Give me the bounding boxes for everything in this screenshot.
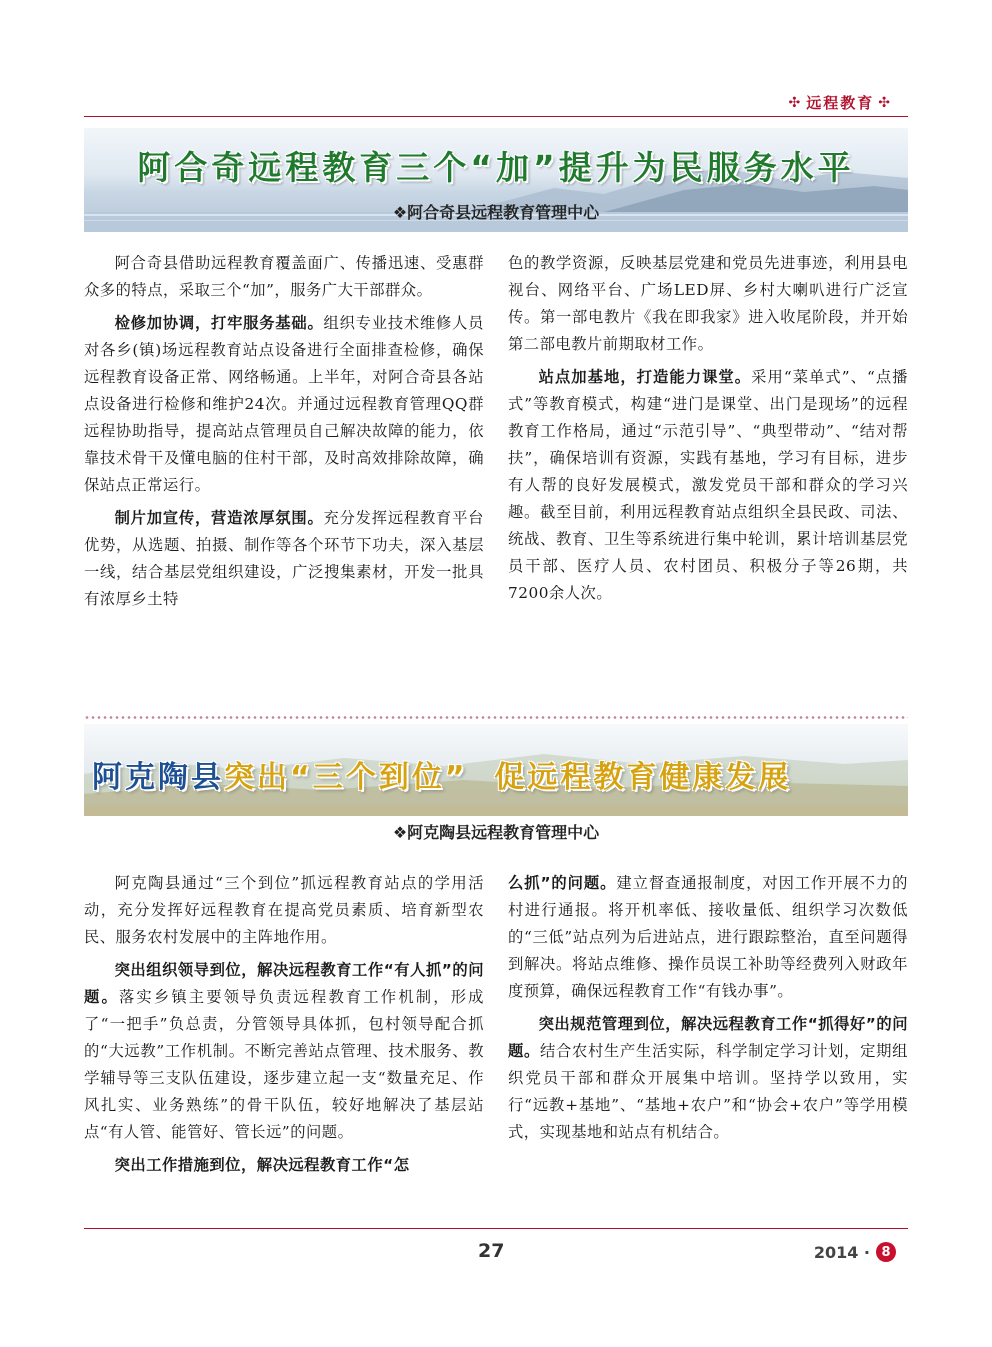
- section-tag: [789, 92, 892, 113]
- article1-byline: ❖阿合奇县远程教育管理中心: [392, 203, 600, 222]
- issue-number-badge: 8: [876, 1242, 896, 1262]
- article2-col1: [84, 870, 484, 1185]
- ornament-icon: ✣: [788, 94, 803, 111]
- paragraph: 突出工作措施到位，解决远程教育工作“怎: [114, 1156, 410, 1174]
- paragraph: 阿合奇县借助远程教育覆盖面广、传播迅速、受惠群众多的特点，采取三个“加”，服务广大干部群众。: [84, 254, 484, 299]
- article2-title-main: 突出“三个到位” 促远程教育健康发展: [224, 760, 792, 795]
- footer-rule: [84, 1228, 908, 1229]
- dotted-divider: [84, 716, 908, 719]
- issue-year: 2014 ·: [813, 1242, 870, 1262]
- paragraph: 检修加协调，打牢服务基础。组织专业技术维修人员对各乡(镇)场远程教育站点设备进行全面排查检修，确保远程教育设备正常、网络畅通。上半年，对阿合奇县各站点设备进行检修和维护24次。并通过远程教育管理QQ群远程协助指导，提高站点管理员自己解决故障的能力，依靠技术骨干及懂电脑的住村干部，及时高效排除故障，确保站点正常运行。: [84, 314, 484, 494]
- ornament-icon: ✣: [878, 94, 892, 111]
- article2-col2: [508, 870, 908, 1152]
- section-tag-label: 远程教育: [806, 94, 875, 112]
- article2-title: [92, 752, 908, 796]
- paragraph: 色的教学资源，反映基层党建和党员先进事迹，利用县电视台、网络平台、广场LED屏、乡村大喇叭进行广泛宣传。第一部电教片《我在即我家》进入收尾阶段，并开始第二部电教片前期取材工作。: [508, 254, 908, 353]
- paragraph: 制片加宣传，营造浓厚氛围。充分发挥远程教育平台优势，从选题、拍摄、制作等各个环节下功夫，深入基层一线，结合基层党组织建设，广泛搜集素材，开发一批具有浓厚乡土特: [84, 509, 484, 608]
- paragraph: 站点加基地，打造能力课堂。采用“菜单式”、“点播式”等教育模式，构建“进门是课堂、出门是现场”的远程教育工作格局，通过“示范引导”、“典型带动”、“结对帮扶”，确保培训有资源，实践有基地，学习有目标，进步有人帮的良好发展模式，激发党员干部和群众的学习兴趣。截至目前，利用远程教育站点组织全县民政、司法、统战、教育、卫生等系统进行集中轮训，累计培训基层党员干部、医疗人员、农村团员、积极分子等26期，共7200余人次。: [508, 368, 908, 602]
- issue-label: [814, 1242, 896, 1262]
- paragraph: 阿克陶县通过“三个到位”抓远程教育站点的学用活动，充分发挥好远程教育在提高党员素质、培育新型农民、服务农村发展中的主阵地作用。: [84, 874, 484, 946]
- article1-title: 阿合奇远程教育三个“加”提升为民服务水平: [137, 148, 855, 187]
- paragraph: 突出组织领导到位，解决远程教育工作“有人抓”的问题。落实乡镇主要领导负责远程教育工作机制，形成了“一把手”负总责，分管领导具体抓，包村领导配合抓的“大远教”工作机制。不断完善站点管理、技术服务、教学辅导等三支队伍建设，逐步建立起一支“数量充足、作风扎实、业务熟练”的骨干队伍，较好地解决了基层站点“有人管、能管好、管长远”的问题。: [84, 961, 484, 1141]
- article1-banner: [84, 128, 908, 232]
- header-rule: [84, 116, 908, 117]
- article2-byline: ❖阿克陶县远程教育管理中心: [392, 823, 600, 842]
- article2-title-county: 阿克陶县: [92, 760, 224, 795]
- paragraph: 突出规范管理到位，解决远程教育工作“抓得好”的问题。结合农村生产生活实际，科学制定学习计划，定期组织党员干部和群众开展集中培训。坚持学以致用，实行“远教+基地”、“基地+农户”和“协会+农户”等学用模式，实现基地和站点有机结合。: [508, 1015, 908, 1141]
- article1-col1: [84, 250, 484, 619]
- article1-col2: [508, 250, 908, 613]
- article2-banner: [84, 724, 908, 816]
- page-number: 27: [478, 1240, 505, 1262]
- paragraph: 么抓”的问题。建立督查通报制度，对因工作开展不力的村进行通报。将开机率低、接收量低、组织学习次数低的“三低”站点列为后进站点，进行跟踪整治，直至问题得到解决。将站点维修、操作员误工补助等经费列入财政年度预算，确保远程教育工作“有钱办事”。: [508, 874, 908, 1000]
